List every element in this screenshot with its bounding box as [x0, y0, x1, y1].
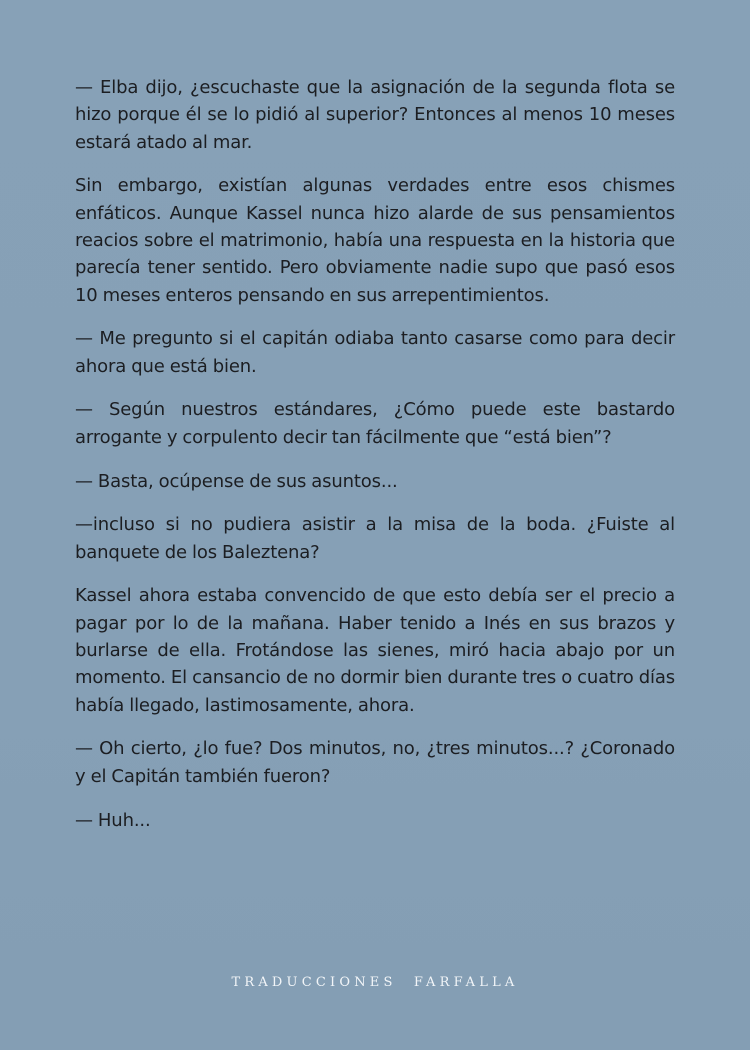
body-text	[75, 74, 675, 850]
paragraph: — Huh...	[75, 809, 151, 831]
footer-credit: TRADUCCIONES FARFALLA	[231, 975, 519, 990]
paragraph: — Basta, ocúpense de sus asuntos...	[75, 470, 398, 492]
paragraph: — Oh cierto, ¿lo fue? Dos minutos, no, ¿tres minutos...? ¿Coronado y el Capitán también fueron?	[75, 738, 675, 787]
paragraph: — Me pregunto si el capitán odiaba tanto casarse como para decir ahora que está bien.	[75, 328, 675, 377]
paragraph: — Elba dijo, ¿escuchaste que la asignación de la segunda flota se hizo porque él se lo pidió al superior? Entonces al menos 10 meses estará atado al mar.	[75, 77, 675, 153]
paragraph: Kassel ahora estaba convencido de que esto debía ser el precio a pagar por lo de la mañana. Haber tenido a Inés en sus brazos y burlarse de ella. Frotándose las sienes, miró hacia abajo por un momento. El cansancio de no dormir bien durante tres o cuatro días había llegado, lastimosamente, ahora.	[75, 585, 675, 716]
paragraph: —incluso si no pudiera asistir a la misa de la boda. ¿Fuiste al banquete de los Baleztena?	[75, 514, 675, 563]
paragraph: — Según nuestros estándares, ¿Cómo puede este bastardo arrogante y corpulento decir tan fácilmente que “está bien”?	[75, 399, 675, 448]
paragraph: Sin embargo, existían algunas verdades entre esos chismes enfáticos. Aunque Kassel nunca hizo alarde de sus pensamientos reacios sobre el matrimonio, había una respuesta en la historia que parecía tener sentido. Pero obviamente nadie supo que pasó esos 10 meses enteros pensando en sus arrepentimientos.	[75, 175, 675, 306]
